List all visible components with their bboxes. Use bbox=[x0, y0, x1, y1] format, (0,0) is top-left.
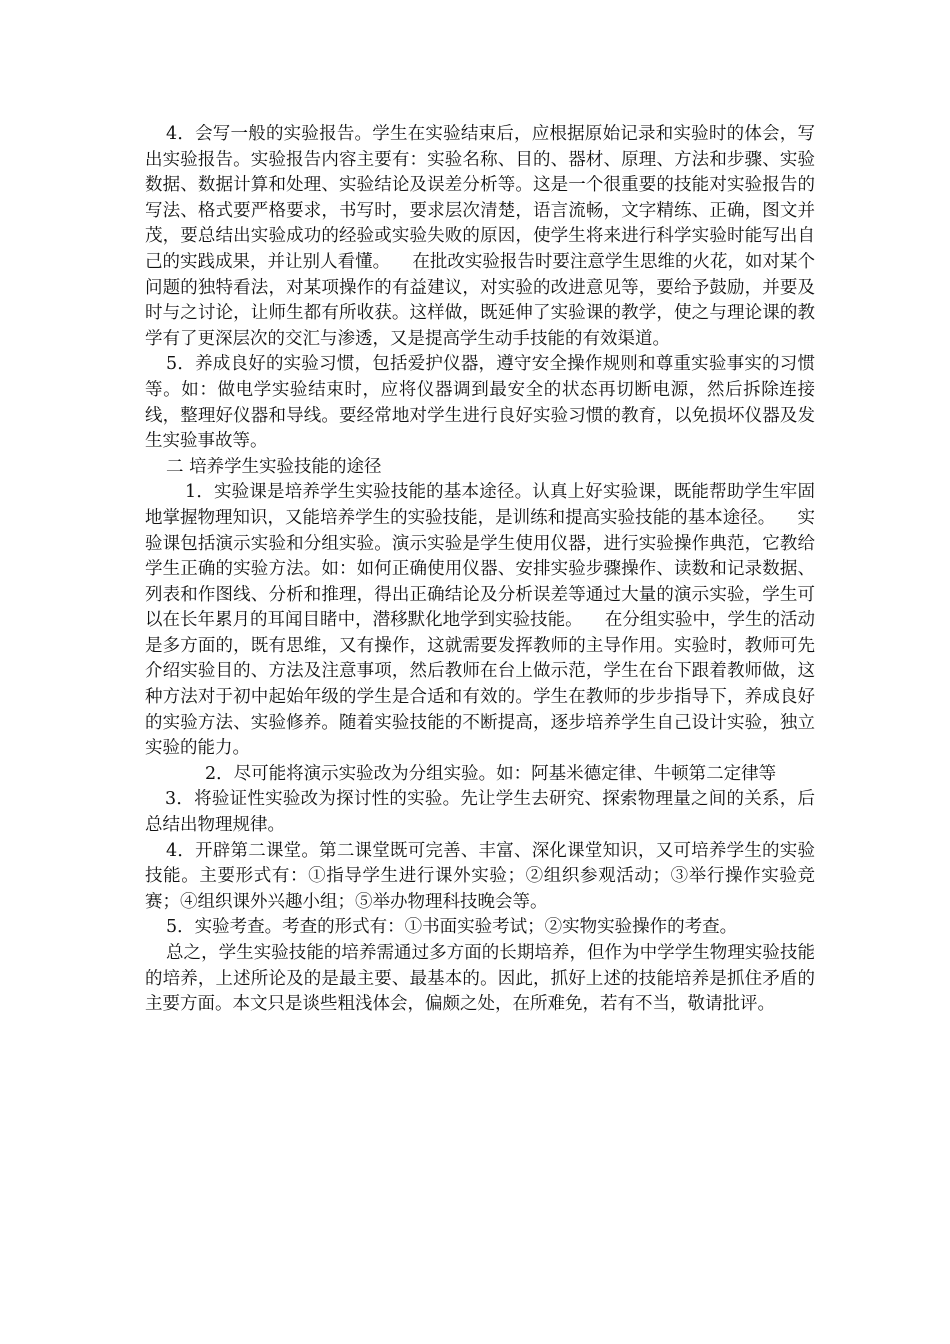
paragraph-experiment-habits: 5．养成良好的实验习惯，包括爱护仪器，遵守安全操作规则和尊重实验事实的习惯等。如：做电学实验结束时，应将仪器调到最安全的状态再切断电源，然后拆除连接线，整理好仪器和导线。要经常地对学生进行良好实验习惯的教育，以免损坏仪器及发生实验事故等。 bbox=[145, 354, 815, 452]
paragraph-second-classroom: 4．开辟第二课堂。第二课堂既可完善、丰富、深化课堂知识，又可培养学生的实验技能。主要形式有：①指导学生进行课外实验；②组织参观活动；③举行操作实验竞赛；④组织课外兴趣小组；⑤举办物理科技晚会等。 bbox=[145, 840, 815, 912]
paragraph-experiment-exam: 5．实验考查。考查的形式有：①书面实验考试；②实物实验操作的考查。 bbox=[166, 917, 738, 938]
section-heading-ways: 二 培养学生实验技能的途径 bbox=[166, 456, 382, 477]
paragraph-report-writing: 4．会写一般的实验报告。学生在实验结束后，应根据原始记录和实验时的体会，写出实验报告。实验报告内容主要有：实验名称、目的、器材、原理、方法和步骤、实验数据、数据计算和处理、实验结论及误差分析等。这是一个很重要的技能对实验报告的写法、格式要严格要求，书写时，要求层次清楚，语言流畅，文字精练、正确，图文并茂，要总结出实验成功的经验或实验失败的原因，使学生将来进行科学实验时能写出自己的实践成果，并让别人看懂。 在批改实验报告时要注意学生思维的火花，如对某个问题的独特看法，对某项操作的有益建议，对实验的改进意见等，要给予鼓励，并要及时与之讨论，让师生都有所收获。这样做，既延伸了实验课的教学，使之与理论课的教学有了更深层次的交汇与渗透，又是提高学生动手技能的有效渠道。 bbox=[145, 124, 815, 349]
paragraph-conclusion: 总之，学生实验技能的培养需通过多方面的长期培养，但作为中学学生物理实验技能的培养，上述所论及的是最主要、最基本的。因此，抓好上述的技能培养是抓住矛盾的主要方面。本文只是谈些粗浅体会，偏颇之处，在所难免，若有不当，敬请批评。 bbox=[145, 943, 815, 1015]
paragraph-inquiry-experiment: 3．将验证性实验改为探讨性的实验。先让学生去研究、探索物理量之间的关系，后总结出物理规律。 bbox=[145, 789, 815, 836]
paragraph-experiment-class: 1．实验课是培养学生实验技能的基本途径。认真上好实验课，既能帮助学生牢固地掌握物理知识，又能培养学生的实验技能，是训练和提高实验技能的基本途径。 实验课包括演示实验和分组实验。演示实验是学生使用仪器，进行实验操作典范，它教给学生正确的实验方法。如：如何正确使用仪器、安排实验步骤操作、读数和记录数据、列表和作图线、分析和推理，得出正确结论及分析误差等通过大量的演示实验，学生可以在长年累月的耳闻目睹中，潜移默化地学到实验技能。 在分组实验中，学生的活动是多方面的，既有思维，又有操作，这就需要发挥教师的主导作用。实验时，教师可先介绍实验目的、方法及注意事项，然后教师在台上做示范，学生在台下跟着教师做，这种方法对于初中起始年级的学生是合适和有效的。学生在教师的步步指导下，养成良好的实验方法、实验修养。随着实验技能的不断提高，逐步培养学生自己设计实验，独立实验的能力。 bbox=[145, 482, 815, 759]
document-body bbox=[145, 122, 815, 1018]
paragraph-group-experiment: 2．尽可能将演示实验改为分组实验。如：阿基米德定律、牛顿第二定律等 bbox=[205, 763, 777, 784]
